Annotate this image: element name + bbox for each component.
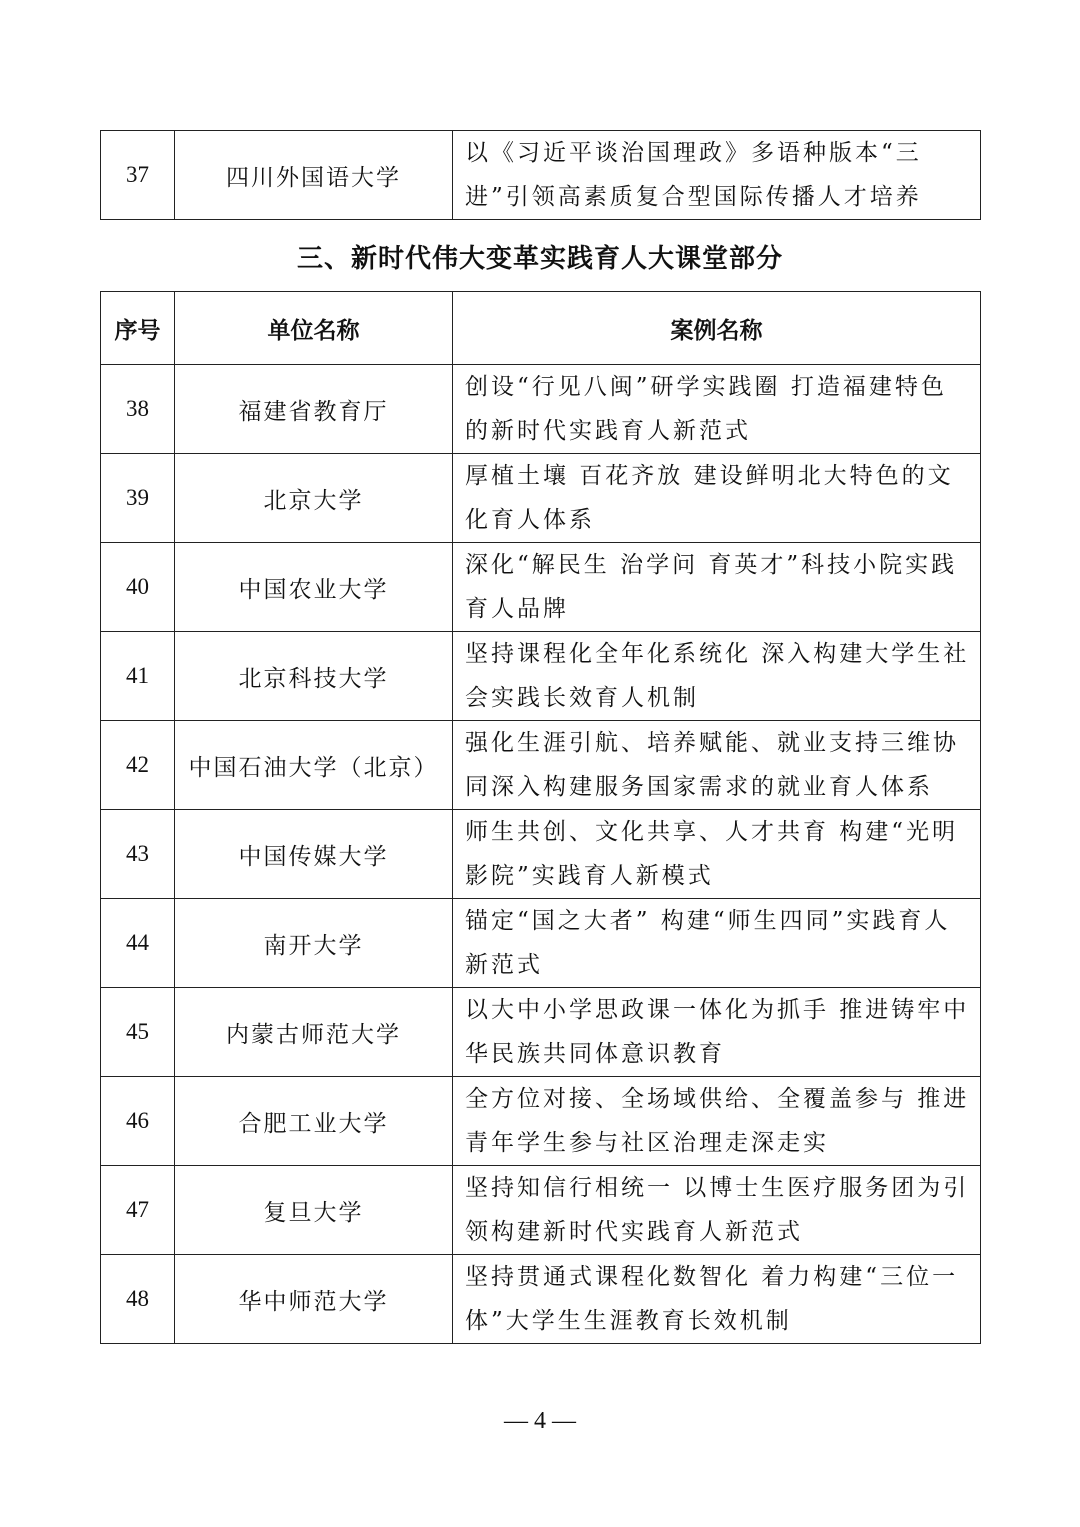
case-name: 以《习近平谈治国理政》多语种版本“三进”引领高素质复合型国际传播人才培养 <box>453 131 981 220</box>
case-name: 坚持课程化全年化系统化 深入构建大学生社会实践长效育人机制 <box>453 632 981 721</box>
top-table <box>100 130 981 220</box>
row-number: 42 <box>101 721 175 810</box>
header-unit: 单位名称 <box>175 292 453 365</box>
header-case: 案例名称 <box>453 292 981 365</box>
row-number: 37 <box>101 131 175 220</box>
page-number: — 4 — <box>504 1408 576 1434</box>
table-row <box>101 131 981 220</box>
table-row <box>101 810 981 899</box>
unit-name: 内蒙古师范大学 <box>175 988 453 1077</box>
unit-name: 复旦大学 <box>175 1166 453 1255</box>
row-number: 45 <box>101 988 175 1077</box>
case-name: 锚定“国之大者” 构建“师生四同”实践育人新范式 <box>453 899 981 988</box>
cases-table <box>100 291 981 1344</box>
unit-name: 中国传媒大学 <box>175 810 453 899</box>
case-name: 厚植土壤 百花齐放 建设鲜明北大特色的文化育人体系 <box>453 454 981 543</box>
table-header-row <box>101 292 981 365</box>
row-number: 41 <box>101 632 175 721</box>
case-name: 深化“解民生 治学问 育英才”科技小院实践育人品牌 <box>453 543 981 632</box>
section-title: 三、新时代伟大变革实践育人大课堂部分 <box>296 244 783 274</box>
unit-name: 华中师范大学 <box>175 1255 453 1344</box>
row-number: 38 <box>101 365 175 454</box>
case-name: 师生共创、文化共享、人才共育 构建“光明影院”实践育人新模式 <box>453 810 981 899</box>
table-row <box>101 632 981 721</box>
table-row <box>101 1255 981 1344</box>
table-row <box>101 1077 981 1166</box>
row-number: 46 <box>101 1077 175 1166</box>
unit-name: 中国农业大学 <box>175 543 453 632</box>
case-name: 创设“行见八闽”研学实践圈 打造福建特色的新时代实践育人新范式 <box>453 365 981 454</box>
table-row <box>101 454 981 543</box>
table-row <box>101 899 981 988</box>
row-number: 39 <box>101 454 175 543</box>
case-name: 坚持贯通式课程化数智化 着力构建“三位一体”大学生生涯教育长效机制 <box>453 1255 981 1344</box>
unit-name: 福建省教育厅 <box>175 365 453 454</box>
row-number: 47 <box>101 1166 175 1255</box>
unit-name: 合肥工业大学 <box>175 1077 453 1166</box>
unit-name: 四川外国语大学 <box>175 131 453 220</box>
unit-name: 南开大学 <box>175 899 453 988</box>
table-row <box>101 365 981 454</box>
unit-name: 中国石油大学（北京） <box>175 721 453 810</box>
table-row <box>101 721 981 810</box>
row-number: 40 <box>101 543 175 632</box>
row-number: 48 <box>101 1255 175 1344</box>
table-row <box>101 543 981 632</box>
row-number: 44 <box>101 899 175 988</box>
unit-name: 北京大学 <box>175 454 453 543</box>
header-number: 序号 <box>101 292 175 365</box>
case-name: 强化生涯引航、培养赋能、就业支持三维协同深入构建服务国家需求的就业育人体系 <box>453 721 981 810</box>
case-name: 全方位对接、全场域供给、全覆盖参与 推进青年学生参与社区治理走深走实 <box>453 1077 981 1166</box>
unit-name: 北京科技大学 <box>175 632 453 721</box>
case-name: 坚持知信行相统一 以博士生医疗服务团为引领构建新时代实践育人新范式 <box>453 1166 981 1255</box>
table-row <box>101 1166 981 1255</box>
case-name: 以大中小学思政课一体化为抓手 推进铸牢中华民族共同体意识教育 <box>453 988 981 1077</box>
table-row <box>101 988 981 1077</box>
row-number: 43 <box>101 810 175 899</box>
